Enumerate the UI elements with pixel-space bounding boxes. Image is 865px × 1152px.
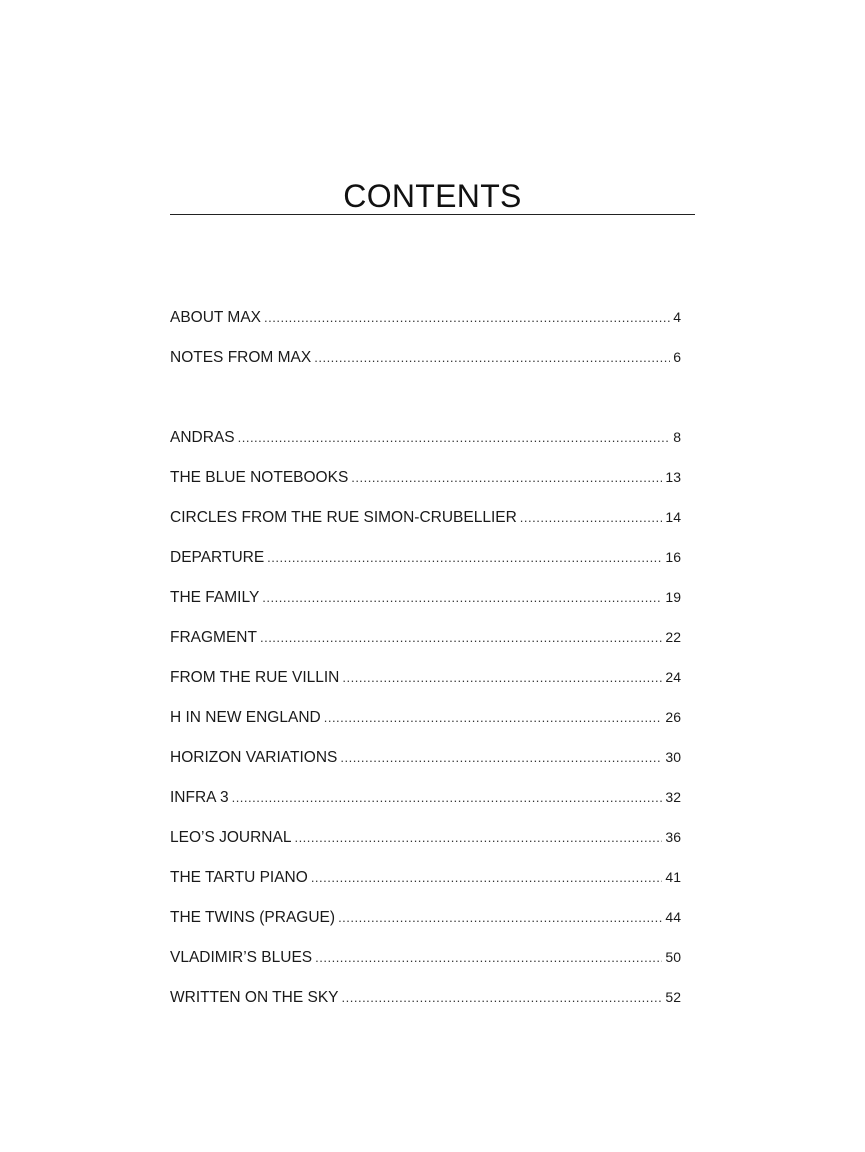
- page-title: CONTENTS: [343, 178, 522, 214]
- dot-leader: [315, 947, 662, 968]
- title-rule: [170, 214, 695, 215]
- toc-entry-page: 8: [673, 429, 681, 445]
- toc-entry[interactable]: [170, 346, 681, 368]
- toc-entry[interactable]: [170, 466, 681, 488]
- toc-entry-page: 16: [665, 549, 681, 565]
- toc-entry[interactable]: [170, 426, 681, 448]
- dot-leader: [314, 347, 670, 368]
- toc-entry-title: LEO’S JOURNAL: [170, 829, 292, 846]
- toc-entry-page: 24: [665, 669, 681, 685]
- toc-entry-page: 19: [665, 589, 681, 605]
- toc-entry-page: 14: [665, 509, 681, 525]
- toc-entry[interactable]: [170, 826, 681, 848]
- toc-entry-title: DEPARTURE: [170, 549, 265, 566]
- toc-entry[interactable]: [170, 986, 681, 1008]
- toc-entry-page: 50: [665, 949, 681, 965]
- toc-entry-title: NOTES FROM MAX: [170, 349, 312, 366]
- toc-entry[interactable]: [170, 746, 681, 768]
- toc-entry-title: ABOUT MAX: [170, 309, 262, 326]
- toc-entry-title: THE BLUE NOTEBOOKS: [170, 469, 349, 486]
- toc-entry-page: 30: [665, 749, 681, 765]
- toc-entry-title: THE TWINS (PRAGUE): [170, 909, 336, 926]
- toc-entry[interactable]: [170, 786, 681, 808]
- toc-entry-page: 41: [665, 869, 681, 885]
- dot-leader: [324, 707, 663, 728]
- dot-leader: [351, 467, 662, 488]
- toc-entry-page: 44: [665, 909, 681, 925]
- dot-leader: [338, 907, 662, 928]
- dot-leader: [260, 627, 662, 648]
- toc-entry[interactable]: [170, 946, 681, 968]
- toc-entry-page: 4: [673, 309, 681, 325]
- toc-entry-page: 32: [665, 789, 681, 805]
- dot-leader: [267, 547, 662, 568]
- toc-entry-title: ANDRAS: [170, 429, 235, 446]
- toc-entry-page: 36: [665, 829, 681, 845]
- dot-leader: [238, 427, 671, 448]
- toc-entry-title: THE TARTU PIANO: [170, 869, 308, 886]
- toc-entry-title: H IN NEW ENGLAND: [170, 709, 321, 726]
- dot-leader: [294, 827, 662, 848]
- toc-entry[interactable]: [170, 506, 681, 528]
- toc-entry-title: VLADIMIR’S BLUES: [170, 949, 313, 966]
- toc-entry-page: 6: [673, 349, 681, 365]
- toc-entry-title: WRITTEN ON THE SKY: [170, 989, 339, 1006]
- dot-leader: [342, 667, 662, 688]
- toc-entry[interactable]: [170, 586, 681, 608]
- toc-entry[interactable]: [170, 666, 681, 688]
- dot-leader: [232, 787, 663, 808]
- toc-entry-title: FRAGMENT: [170, 629, 257, 646]
- toc-entry-page: 22: [665, 629, 681, 645]
- toc-entry-page: 26: [665, 709, 681, 725]
- toc-entry[interactable]: [170, 546, 681, 568]
- dot-leader: [264, 307, 670, 328]
- toc-entry-page: 52: [665, 989, 681, 1005]
- toc-entry[interactable]: [170, 626, 681, 648]
- toc-entry[interactable]: [170, 866, 681, 888]
- toc-entry-page: 13: [665, 469, 681, 485]
- dot-leader: [311, 867, 663, 888]
- dot-leader: [520, 507, 663, 528]
- dot-leader: [340, 747, 662, 768]
- toc-entry-title: INFRA 3: [170, 789, 229, 806]
- toc-entry[interactable]: [170, 306, 681, 328]
- toc-entry[interactable]: [170, 706, 681, 728]
- toc-entry-title: HORIZON VARIATIONS: [170, 749, 338, 766]
- toc-entry-title: CIRCLES FROM THE RUE SIMON-CRUBELLIER: [170, 509, 517, 526]
- toc-entry[interactable]: [170, 906, 681, 928]
- toc-entry-title: THE FAMILY: [170, 589, 260, 606]
- dot-leader: [262, 587, 662, 608]
- dot-leader: [342, 987, 663, 1008]
- toc-entry-title: FROM THE RUE VILLIN: [170, 669, 340, 686]
